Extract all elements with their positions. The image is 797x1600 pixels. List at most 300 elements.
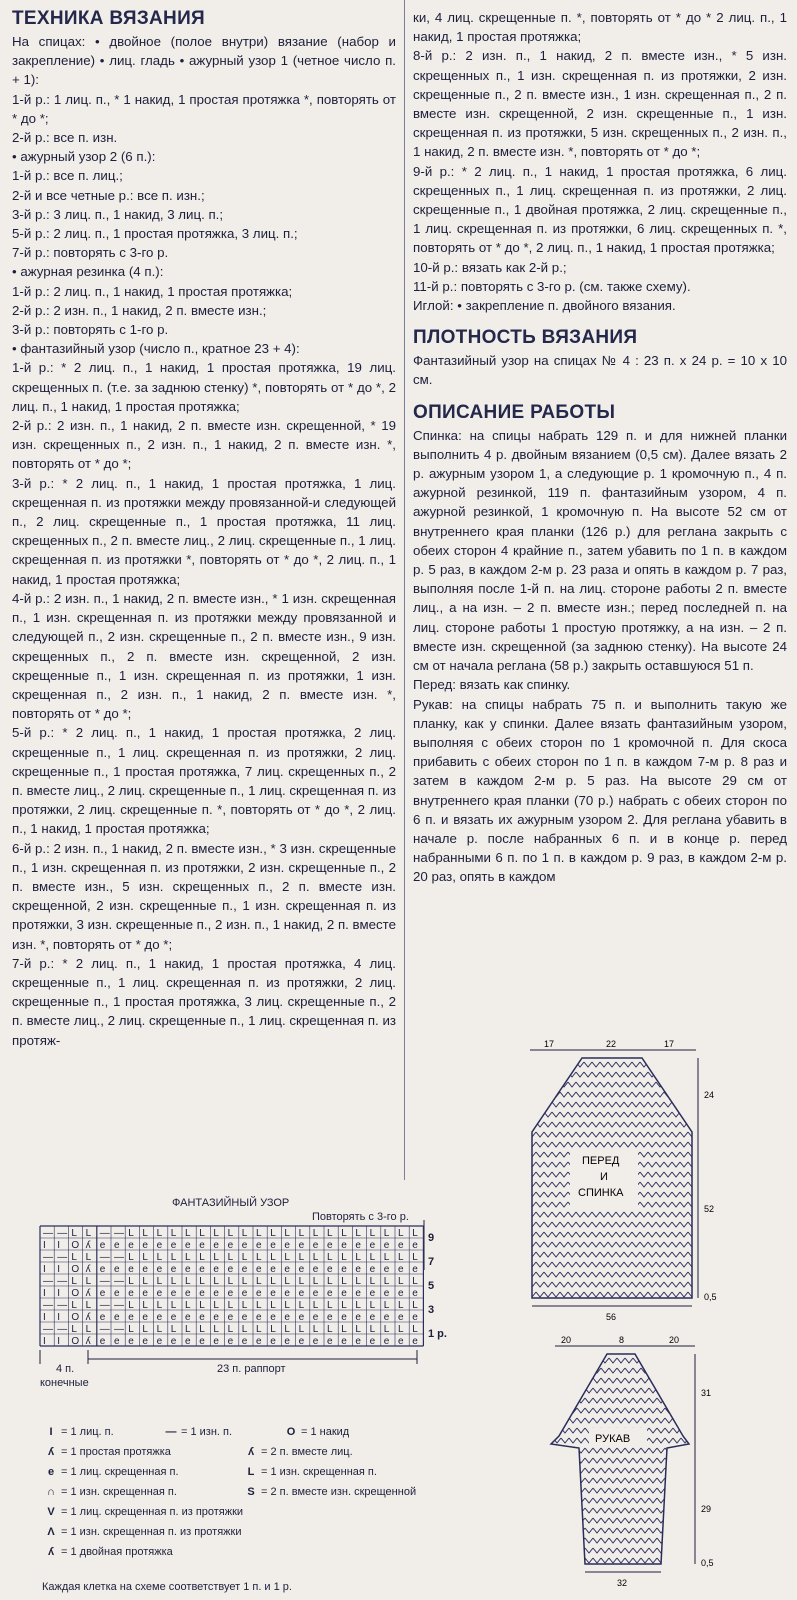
chart-cell: L: [241, 1276, 248, 1287]
legend-text: = 1 изн. скрещенная п.: [261, 1466, 377, 1478]
chart-cell: L: [412, 1252, 418, 1263]
yarn-over-symbol: O: [286, 1426, 296, 1438]
chart-cell: e: [185, 1336, 191, 1347]
chart-cell: I: [43, 1312, 46, 1323]
chart-cell: L: [270, 1324, 276, 1335]
paragraph: ки, 4 лиц. скрещенные п. *, повторять от * до * 2 лиц. п., 1 накид, 1 простая протяжка;: [413, 10, 787, 45]
chart-cell: e: [355, 1240, 361, 1251]
chart-cell: L: [213, 1324, 219, 1335]
chart-cell: L: [128, 1300, 134, 1311]
chart-cell: e: [312, 1336, 319, 1347]
chart-cell: I: [57, 1288, 60, 1299]
chart-cell: e: [284, 1312, 290, 1323]
paragraph: 11-й р.: повторять с 3-го р. (см. также схему).: [413, 278, 691, 294]
paragraph: 1-й р.: все п. лиц.;: [12, 168, 123, 184]
chart-cell: L: [312, 1276, 319, 1287]
chart-cell: L: [355, 1300, 361, 1311]
chart-cell: L: [227, 1252, 234, 1263]
chart-cell: e: [114, 1336, 120, 1347]
chart-cell: e: [227, 1312, 234, 1323]
legend-text: = 1 накид: [301, 1426, 350, 1438]
chart-cell: L: [241, 1324, 248, 1335]
chart-cell: e: [412, 1312, 418, 1323]
chart-cell: I: [43, 1264, 46, 1275]
paragraph: 1-й р.: * 2 лиц. п., 1 накид, 1 простая протяжка, 19 лиц. скрещенных п. (т.е. за заднюю стенку) *, повторять от * до *, 2 лиц. п., 1 накид, 1 простая протяжка;: [12, 360, 396, 414]
chart-cell: e: [199, 1264, 205, 1275]
double-decrease-symbol: ʎ: [47, 1546, 55, 1558]
chart-cell: e: [114, 1312, 120, 1323]
dim-label: 22: [606, 1039, 617, 1049]
chart-cell: e: [383, 1288, 390, 1299]
chart-cell: e: [355, 1336, 361, 1347]
chart-cell: L: [398, 1252, 404, 1263]
chart-cell: e: [241, 1288, 248, 1299]
chart-cell: —: [114, 1276, 124, 1287]
ssk-symbol: ʎ: [47, 1446, 55, 1458]
m1-knit-symbol: V: [47, 1506, 55, 1518]
paragraph: 3-й р.: 3 лиц. п., 1 накид, 3 лиц. п.;: [12, 206, 224, 222]
paragraph: Фантазийный узор на спицах № 4 : 23 п. х 24 р. = 10 х 10 см.: [413, 353, 787, 388]
chart-footnote: Каждая клетка на схеме соответствует 1 п. и 1 р.: [42, 1581, 292, 1593]
chart-cell: L: [128, 1228, 134, 1239]
chart-cell: L: [398, 1300, 404, 1311]
chart-cell: I: [57, 1264, 60, 1275]
column-divider: [404, 0, 405, 1180]
paragraph: • ажурный узор 2 (6 п.):: [12, 149, 156, 165]
chart-cell: —: [43, 1252, 53, 1263]
chart-cell: e: [114, 1264, 120, 1275]
chart-cell: I: [43, 1240, 46, 1251]
chart-cell: L: [383, 1276, 390, 1287]
chart-cell: e: [128, 1288, 134, 1299]
chart-cell: L: [199, 1276, 205, 1287]
chart-cell: e: [142, 1288, 148, 1299]
chart-cell: e: [398, 1336, 404, 1347]
chart-cell: L: [185, 1228, 191, 1239]
paragraph: Рукав: на спицы набрать 75 п. и выполнить такую же планку, как у спинки. Далее вязать фантазийным узором, выполняя с обеих сторон по 1 кромочной п. Для скоса прибавить с обеих сторон по 1 п. в каждом 7-м р. 8 раз и затем в каждом 2-м р. 5 раз. На высоте 29 см от внутреннего края планки (70 р.) набрать с обеих сторон по 6 п. и вязать их ажурным узором 2. Для реглана убавить в начале р. после набранных 6 п. и в конце р. перед набранными 6 п. по 1 п. в каждом р. 9 раз, в каждом 2-м р. 20 раз, опять в каждом: [413, 696, 787, 885]
chart-cell: e: [284, 1336, 290, 1347]
purl-symbol: —: [165, 1426, 177, 1438]
chart-cell: e: [355, 1264, 361, 1275]
dim-label: 0,5: [704, 1292, 717, 1302]
chart-cell: —: [99, 1276, 110, 1287]
chart-cell: L: [241, 1252, 248, 1263]
chart-cell: e: [256, 1312, 262, 1323]
chart-cell: e: [213, 1264, 219, 1275]
chart-cell: L: [270, 1252, 276, 1263]
chart-cell: e: [312, 1288, 319, 1299]
chart-cell: e: [227, 1336, 234, 1347]
paragraph: На спицах: • двойное (полое внутри) вязание (набор и закрепление) • лиц. гладь • ажурный узор 1 (четное число п. + 1):: [12, 34, 396, 88]
chart-cell: L: [199, 1324, 205, 1335]
chart-cell: L: [284, 1276, 290, 1287]
chart-cell: e: [327, 1312, 333, 1323]
twisted-purl-symbol: L: [247, 1466, 255, 1478]
chart-cell: e: [341, 1264, 347, 1275]
chart-cell: L: [128, 1276, 134, 1287]
chart-cell: L: [312, 1324, 319, 1335]
chart-cell: L: [369, 1300, 376, 1311]
chart-cell: e: [114, 1240, 120, 1251]
chart-cell: L: [128, 1252, 134, 1263]
work-text: [413, 426, 787, 887]
legend-text: = 1 изн. скрещенная п.: [61, 1486, 177, 1498]
legend-text: = 1 изн. п.: [181, 1426, 233, 1438]
paragraph: Перед: вязать как спинку.: [413, 677, 571, 693]
chart-cell: ʎ: [85, 1312, 91, 1323]
chart-cell: L: [170, 1228, 177, 1239]
chart-cell: L: [312, 1300, 319, 1311]
chart-cell: L: [241, 1228, 248, 1239]
chart-cell: L: [341, 1300, 347, 1311]
legend-text: = 1 лиц. скрещенная п.: [61, 1466, 179, 1478]
chart-cell: L: [142, 1324, 148, 1335]
chart-cell: L: [142, 1300, 148, 1311]
chart-cell: e: [327, 1288, 333, 1299]
chart-cell: L: [170, 1324, 177, 1335]
paragraph: 3-й р.: * 2 лиц. п., 1 накид, 1 простая протяжка, 1 лиц. скрещенная п. из протяжки между провязанной-и следующей п., 2 лиц. скрещенные п., 1 простая протяжка, 11 лиц. скрещенных п., 2 п. вместе лиц., 2 лиц. скрещенные п., 1 лиц. скрещенная п. из протяжки *, повторять от * до *, 2 лиц. п., 1 накид, 1 простая протяжка;: [12, 475, 396, 587]
chart-cell: —: [43, 1324, 53, 1335]
chart-cell: L: [412, 1276, 418, 1287]
paragraph: 2-й р.: все п. изн.: [12, 130, 118, 146]
chart-cell: L: [199, 1300, 205, 1311]
chart-cell: L: [327, 1252, 333, 1263]
chart-cell: e: [241, 1264, 248, 1275]
chart-cell: L: [284, 1252, 290, 1263]
paragraph: • ажурная резинка (4 п.):: [12, 264, 164, 280]
dim-label: 0,5: [701, 1558, 714, 1568]
chart-cell: L: [85, 1324, 92, 1335]
chart-cell: —: [114, 1252, 124, 1263]
chart-cell: L: [85, 1276, 92, 1287]
chart-cell: —: [99, 1252, 110, 1263]
chart-legend: [44, 1422, 424, 1562]
chart-cell: e: [241, 1336, 248, 1347]
body-schematic: [520, 1040, 760, 1330]
chart-cell: e: [383, 1264, 390, 1275]
chart-cell: L: [156, 1228, 163, 1239]
chart-cell: L: [355, 1252, 361, 1263]
paragraph: 9-й р.: * 2 лиц. п., 1 накид, 1 простая протяжка, 6 лиц. скрещенных п., 1 лиц. скрещенная п. из протяжки, 2 лиц. скрещенные п., 1 двойная протяжка, 2 лиц. скрещенные п., 1 лиц. скрещенная п. из протяжки, 6 лиц. скрещенных п. *, повторять от * до *, 2 лиц. п., 1 накид, 1 простая протяжка;: [413, 163, 787, 256]
dim-label: 56: [606, 1312, 617, 1322]
chart-cell: e: [156, 1336, 163, 1347]
chart-cell: e: [142, 1264, 148, 1275]
paragraph: 1-й р.: 2 лиц. п., 1 накид, 1 простая протяжка;: [12, 283, 293, 299]
chart-cell: L: [355, 1324, 361, 1335]
dim-label: 32: [617, 1578, 628, 1588]
chart-cell: ʎ: [85, 1264, 91, 1275]
chart-cell: L: [369, 1276, 376, 1287]
chart-cell: L: [156, 1252, 163, 1263]
chart-cell: e: [398, 1288, 404, 1299]
chart-cell: e: [199, 1312, 205, 1323]
chart-cell: e: [227, 1288, 234, 1299]
chart-cell: L: [185, 1324, 191, 1335]
chart-cell: L: [270, 1276, 276, 1287]
right-column: [413, 8, 787, 887]
knit-symbol: I: [49, 1426, 53, 1438]
chart-cell: L: [256, 1228, 262, 1239]
chart-cell: e: [327, 1264, 333, 1275]
chart-cell: —: [57, 1276, 68, 1287]
chart-cell: e: [284, 1240, 290, 1251]
chart-cell: —: [43, 1276, 53, 1287]
chart-cell: e: [185, 1312, 191, 1323]
chart-grid: [40, 1226, 423, 1347]
paragraph: 2-й р.: 2 изн. п., 1 накид, 2 п. вместе изн.;: [12, 302, 267, 318]
chart-cell: —: [114, 1324, 124, 1335]
chart-cell: L: [256, 1300, 262, 1311]
legend-text: = 2 п. вместе изн. скрещенной: [261, 1486, 417, 1498]
chart-cell: L: [341, 1324, 347, 1335]
chart-cell: e: [341, 1336, 347, 1347]
chart-cell: —: [99, 1324, 110, 1335]
legend-text: = 1 лиц. п.: [61, 1426, 114, 1438]
chart-cell: e: [256, 1240, 262, 1251]
chart-cell: e: [412, 1288, 418, 1299]
legend-text: = 1 лиц. скрещенная п. из протяжки: [61, 1506, 244, 1518]
chart-cell: e: [412, 1264, 418, 1275]
row-number: 7: [428, 1256, 435, 1268]
technique-continued: [413, 8, 787, 315]
body-label: И: [600, 1171, 608, 1183]
chart-cell: L: [213, 1228, 219, 1239]
density-text: [413, 351, 787, 389]
chart-cell: e: [341, 1240, 347, 1251]
chart-cell: O: [71, 1264, 80, 1275]
chart-cell: —: [57, 1252, 68, 1263]
chart-cell: e: [369, 1336, 376, 1347]
chart-cell: L: [369, 1228, 376, 1239]
chart-cell: I: [57, 1336, 60, 1347]
chart-cell: L: [327, 1300, 333, 1311]
chart-cell: O: [71, 1312, 80, 1323]
dim-label: 52: [704, 1204, 715, 1214]
chart-cell: e: [270, 1240, 276, 1251]
chart-cell: e: [185, 1264, 191, 1275]
chart-cell: L: [284, 1324, 290, 1335]
sleeve-shape: [551, 1354, 689, 1564]
chart-cell: L: [341, 1276, 347, 1287]
chart-cell: e: [398, 1312, 404, 1323]
chart-cell: e: [128, 1336, 134, 1347]
chart-cell: e: [256, 1264, 262, 1275]
chart-cell: ʎ: [85, 1288, 91, 1299]
chart-cell: L: [142, 1228, 148, 1239]
chart-cell: L: [85, 1300, 92, 1311]
chart-cell: —: [43, 1228, 53, 1239]
chart-cell: —: [43, 1300, 53, 1311]
chart-cell: L: [256, 1252, 262, 1263]
chart-cell: e: [99, 1336, 106, 1347]
chart-cell: e: [398, 1240, 404, 1251]
chart-cell: e: [114, 1288, 120, 1299]
chart-cell: —: [114, 1228, 124, 1239]
chart-cell: e: [270, 1312, 276, 1323]
twisted-knit-symbol: e: [47, 1466, 55, 1478]
chart-cell: e: [341, 1312, 347, 1323]
work-heading: ОПИСАНИЕ РАБОТЫ: [413, 401, 616, 423]
chart-cell: L: [185, 1276, 191, 1287]
chart-cell: L: [227, 1324, 234, 1335]
dim-label: 8: [619, 1335, 625, 1345]
paragraph: 7-й р.: * 2 лиц. п., 1 накид, 1 простая протяжка, 4 лиц. скрещенные п., 1 лиц. скрещенная п. из протяжки, 2 лиц. скрещенные п., 1 простая протяжка, 3 лиц. скрещенные п., 2 п. вместе лиц., 2 лиц. скрещенные п., 1 лиц. скрещенная п. из протяж-: [12, 955, 396, 1048]
chart-cell: —: [99, 1228, 110, 1239]
chart-cell: L: [156, 1276, 163, 1287]
chart-cell: L: [412, 1324, 418, 1335]
chart-cell: L: [270, 1300, 276, 1311]
chart-cell: O: [71, 1288, 80, 1299]
chart-cell: I: [57, 1240, 60, 1251]
technique-heading: ТЕХНИКА ВЯЗАНИЯ: [12, 8, 205, 29]
chart-cell: e: [128, 1264, 134, 1275]
chart-cell: L: [355, 1228, 361, 1239]
paragraph: Спинка: на спицы набрать 129 п. и для нижней планки выполнить 4 р. двойным вязанием (0,5 см). Далее вязать 2 р. ажурным узором 1, а следующие р. 1 кромочную п., 4 п. ажурной резинкой, 119 п. фантазийным узором, 4 п. ажурной резинкой, 1 кромочную п. На высоте 52 см от внутреннего края планки (126 р.) для реглана закрыть с обеих сторон 4 крайние п., затем убавить по 1 п. в каждом р. 5 раз, в каждом 2-м р. 23 раза и опять в каждом р. 7 раз, выполняя после 1-й п. на лиц. стороне работы 2 п. вместе лиц., а на изн. – 2 п. вместе изн.; перед последней п. на лиц. стороне работы 1 простую протяжку, а на изн. – 2 п. вместе изн. скрещенной (за заднюю стенку). На высоте 24 см от начала реглана (58 р.) закрыть оставшуюся 51 п.: [413, 427, 787, 674]
chart-cell: e: [99, 1264, 106, 1275]
paragraph: 2-й р.: 2 изн. п., 1 накид, 2 п. вместе изн. скрещенной, * 19 изн. скрещенных п., 2 изн. п., 1 накид, 2 п. вместе изн. *, повторять от * до *;: [12, 418, 396, 472]
chart-cell: e: [383, 1336, 390, 1347]
dim-label: 29: [701, 1504, 712, 1514]
chart-cell: L: [213, 1252, 219, 1263]
chart-cell: L: [398, 1324, 404, 1335]
chart-cell: e: [170, 1312, 177, 1323]
paragraph: 5-й р.: * 2 лиц. п., 1 накид, 1 простая протяжка, 2 лиц. скрещенные п., 1 лиц. скрещенная п. из протяжки, 2 лиц. скрещенные п., 1 простая протяжка, 7 лиц. скрещенных п., 2 п. вместе лиц., 2 лиц. скрещенные п., 1 лиц. скрещенная п. из протяжки, 2 лиц. скрещенные п. *, повторять от * до *, 2 лиц. п., 1 накид, 1 простая протяжка;: [12, 725, 396, 837]
chart-cell: —: [99, 1300, 110, 1311]
chart-cell: e: [327, 1240, 333, 1251]
chart-cell: e: [355, 1312, 361, 1323]
chart-cell: L: [71, 1300, 77, 1311]
repeat-note: Повторять с 3-го р.: [312, 1211, 409, 1223]
chart-cell: L: [142, 1252, 148, 1263]
dim-label: 31: [701, 1388, 712, 1398]
chart-cell: O: [71, 1336, 80, 1347]
chart-cell: L: [156, 1324, 163, 1335]
chart-cell: L: [369, 1324, 376, 1335]
chart-cell: e: [156, 1312, 163, 1323]
dim-label: 24: [704, 1090, 715, 1100]
chart-cell: L: [213, 1300, 219, 1311]
chart-cell: L: [298, 1300, 305, 1311]
chart-cell: e: [185, 1288, 191, 1299]
chart-cell: L: [369, 1252, 376, 1263]
paragraph: 6-й р.: 2 изн. п., 1 накид, 2 п. вместе изн., * 3 изн. скрещенные п., 1 изн. скрещенная п. из протяжки, 2 изн. скрещенные п., 2 п. вместе изн., 5 изн. скрещенных п., 2 п. вместе изн. скрещенной, 2 изн. скрещенные п., 1 изн. скрещенная п. из протяжки, 3 изн. скрещенные п., 2 изн. п., 1 накид, 2 п. вместе изн. *, повторять от * до *;: [12, 840, 396, 952]
paragraph: 5-й р.: 2 лиц. п., 1 простая протяжка, 3 лиц. п.;: [12, 226, 298, 242]
dim-label: 17: [544, 1039, 555, 1049]
chart-cell: L: [270, 1228, 276, 1239]
legend-text: = 1 простая протяжка: [61, 1446, 171, 1458]
sleeve-label: РУКАВ: [595, 1433, 631, 1445]
chart-cell: e: [227, 1264, 234, 1275]
chart-cell: e: [199, 1288, 205, 1299]
chart-cell: L: [383, 1228, 390, 1239]
chart-cell: L: [170, 1276, 177, 1287]
chart-cell: L: [341, 1228, 347, 1239]
dim-label: 20: [561, 1335, 572, 1345]
chart-cell: L: [185, 1252, 191, 1263]
chart-cell: —: [57, 1228, 68, 1239]
chart-cell: L: [256, 1276, 262, 1287]
chart-cell: ʎ: [85, 1240, 91, 1251]
chart-cell: e: [270, 1288, 276, 1299]
chart-cell: L: [185, 1300, 191, 1311]
row-number: 9: [428, 1232, 435, 1244]
chart-cell: L: [383, 1324, 390, 1335]
chart-cell: e: [213, 1312, 219, 1323]
chart-cell: e: [156, 1264, 163, 1275]
chart-cell: —: [57, 1300, 68, 1311]
chart-cell: L: [298, 1228, 305, 1239]
chart-cell: L: [398, 1276, 404, 1287]
chart-cell: e: [298, 1336, 305, 1347]
chart-cell: L: [298, 1276, 305, 1287]
chart-cell: e: [312, 1312, 319, 1323]
chart-cell: —: [57, 1324, 68, 1335]
chart-cell: e: [156, 1288, 163, 1299]
chart-cell: L: [71, 1252, 77, 1263]
chart-cell: e: [369, 1264, 376, 1275]
chart-cell: I: [43, 1336, 46, 1347]
chart-cell: L: [398, 1228, 404, 1239]
paragraph: 4-й р.: 2 изн. п., 1 накид, 2 п. вместе изн., * 1 изн. скрещенная п., 1 изн. скрещенная п. из протяжки между провязанной и следующей п., 2 изн. скрещенные п., 2 п. вместе изн., 9 изн. скрещенных п., 2 п. вместе изн. скрещенной, 2 изн. скрещенные п., 1 изн. скрещенная п. из протяжки, 1 изн. скрещенная п., 2 изн. п., 1 накид, 2 п. вместе изн. *, повторять от * до *;: [12, 590, 396, 722]
chart-cell: e: [369, 1288, 376, 1299]
chart-cell: e: [170, 1264, 177, 1275]
left-column: [12, 8, 396, 1050]
paragraph: • фантазийный узор (число п., кратное 23 + 4):: [12, 341, 300, 357]
chart-cell: L: [156, 1300, 163, 1311]
chart-cell: e: [99, 1288, 106, 1299]
chart-cell: L: [85, 1252, 92, 1263]
chart-cell: e: [369, 1312, 376, 1323]
knitting-chart: [12, 1192, 447, 1422]
chart-cell: L: [213, 1276, 219, 1287]
chart-cell: e: [185, 1240, 191, 1251]
chart-cell: e: [383, 1240, 390, 1251]
dim-label: 17: [664, 1039, 675, 1049]
chart-cell: e: [142, 1336, 148, 1347]
chart-cell: e: [298, 1240, 305, 1251]
paragraph: 8-й р.: 2 изн. п., 1 накид, 2 п. вместе изн., * 5 изн. скрещенных п., 1 изн. скрещенная п. из протяжки, 2 изн. скрещенные п., 2 п. вместе изн., 1 изн. скрещенная п., 2 п. вместе изн. скрещенной, 2 изн. скрещенные п., 1 изн. скрещенная п. из протяжки, 5 изн. скрещенных п., 2 изн. п., 1 накид, 2 п. вместе изн. *, повторять от * до *;: [413, 48, 787, 160]
legend-text: = 1 изн. скрещенная п. из протяжки: [61, 1526, 242, 1538]
chart-cell: e: [256, 1288, 262, 1299]
chart-cell: ʎ: [85, 1336, 91, 1347]
chart-cell: O: [71, 1240, 80, 1251]
chart-cell: e: [312, 1264, 319, 1275]
chart-cell: e: [327, 1336, 333, 1347]
paragraph: 2-й и все четные р.: все п. изн.;: [12, 187, 205, 203]
chart-cell: L: [383, 1300, 390, 1311]
paragraph: 3-й р.: повторять с 1-го р.: [12, 322, 169, 338]
dim-label: 20: [669, 1335, 680, 1345]
body-label: ПЕРЕД: [582, 1155, 620, 1167]
chart-cell: e: [199, 1240, 205, 1251]
chart-cell: e: [369, 1240, 376, 1251]
chart-cell: e: [298, 1288, 305, 1299]
chart-cell: e: [298, 1264, 305, 1275]
chart-cell: L: [170, 1252, 177, 1263]
edge-label: конечные: [40, 1377, 89, 1389]
chart-cell: e: [270, 1336, 276, 1347]
chart-cell: L: [284, 1300, 290, 1311]
chart-cell: I: [43, 1288, 46, 1299]
chart-cell: L: [412, 1228, 418, 1239]
chart-cell: e: [298, 1312, 305, 1323]
chart-cell: e: [170, 1240, 177, 1251]
row-number: 5: [428, 1280, 435, 1292]
chart-cell: e: [99, 1312, 106, 1323]
chart-cell: L: [71, 1228, 77, 1239]
chart-cell: e: [355, 1288, 361, 1299]
chart-cell: e: [241, 1312, 248, 1323]
